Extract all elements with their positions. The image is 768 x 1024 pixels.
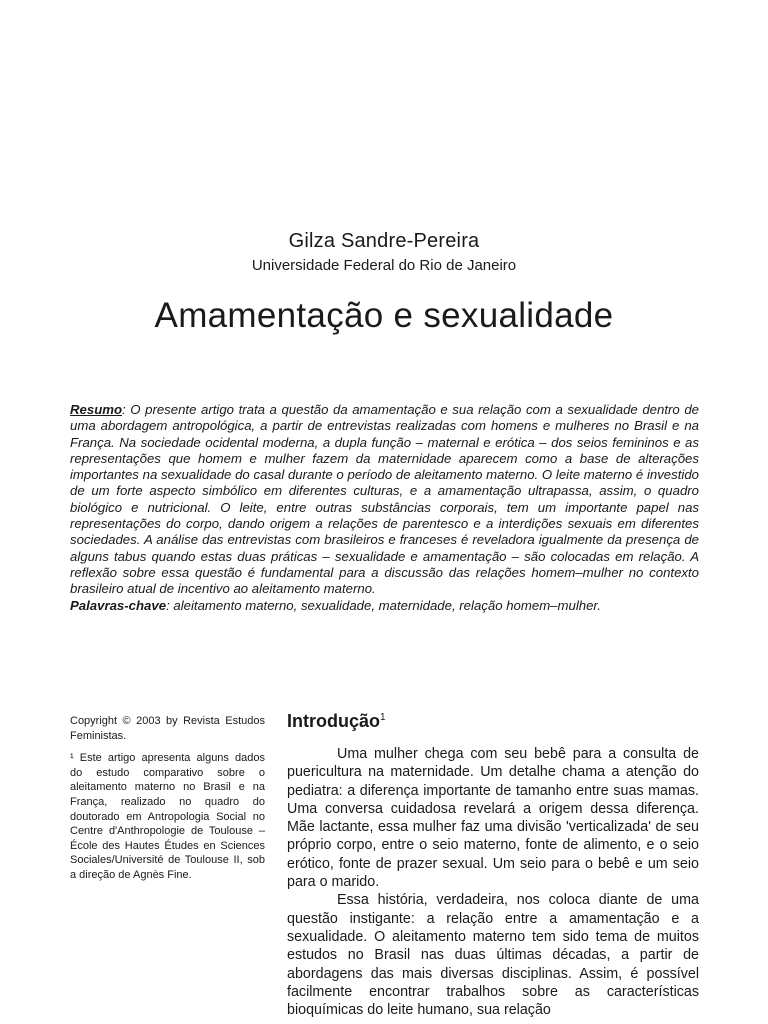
copyright-note: Copyright © 2003 by Revista Estudos Feministas. [70, 715, 265, 742]
section-heading-text: Introdução [287, 711, 380, 731]
section-heading-introducao [287, 711, 386, 732]
author-affiliation: Universidade Federal do Rio de Janeiro [251, 257, 517, 274]
intro-body [287, 745, 699, 1019]
abstract-text: : O presente artigo trata a questão da amamentação e sua relação com a sexualidade dentro de uma abordagem antropológica, a partir de entrevistas realizadas com homens e mulheres no Brasil e na França. Na sociedade ocidental moderna, a dupla função – maternal e erótica – dos seios femininos e as representações que homem e mulher fazem da maternidade aparecem como a base de alterações importantes na sexualidade do casal durante o período de aleitamento materno. O leite materno é investido de um forte aspecto simbólico em diferentes culturas, e a amamentação ultrapassa, assim, o quadro biológico e nutricional. O leite, entre outras substâncias corporais, tem um importante papel nas representações do corpo, dando origem a relações de parentesco e a interdições sexuais em diferentes sociedades. A análise das entrevistas com brasileiros e franceses é reveladora igualmente da presença de alguns tabus quando estas duas práticas – sexualidade e amamentação – são colocadas em relação. A reflexão sobre essa questão é fundamental para a discussão das relações homem–mulher no contexto brasileiro atual de incentivo ao aleitamento materno. [70, 402, 699, 597]
footnote-ref: 1 [380, 712, 386, 723]
abstract [70, 402, 699, 614]
abstract-label: Resumo [70, 402, 123, 417]
paragraph: Uma mulher chega com seu bebê para a consulta de puericultura na maternidade. Um detalhe chama a atenção do pediatra: a diferença importante de tamanho entre suas mamas. Uma conversa cuidadosa revelará a origem dessa diferença. Mãe lactante, essa mulher faz uma divisão 'verticalizada' de seu próprio corpo, entre o seio materno, fonte de alimento, e o seio erótico, fonte de prazer sexual. Um seio para o bebê e um seio para o marido. [287, 746, 699, 891]
keywords-text: : aleitamento materno, sexualidade, maternidade, relação homem–mulher. [166, 597, 601, 613]
keywords-label: Palavras-chave [70, 597, 167, 613]
author-name: Gilza Sandre-Pereira [288, 230, 480, 252]
sidebar-notes [70, 714, 265, 891]
article-title: Amamentação e sexualidade [154, 296, 614, 335]
paragraph: Essa história, verdadeira, nos coloca diante de uma questão instigante: a relação entre a amamentação e a sexualidade. O aleitamento materno tem sido tema de muitos estudos no Brasil nas duas últimas décadas, a partir de abordagens das mais diversas disciplinas. Assim, é possível facilmente encontrar trabalhos sobre as características bioquímicas do leite humano, sua relação [287, 892, 699, 1019]
footnote-1: ¹ Este artigo apresenta alguns dados do estudo comparativo sobre o aleitamento materno no Brasil e na França, realizado no quadro do doutorado em Antropologia Social no Centre d'Anthropologie de Toulouse – École des Hautes Études en Sciences Sociales/Université de Toulouse II, sob a direção de Agnès Fine. [70, 752, 265, 881]
